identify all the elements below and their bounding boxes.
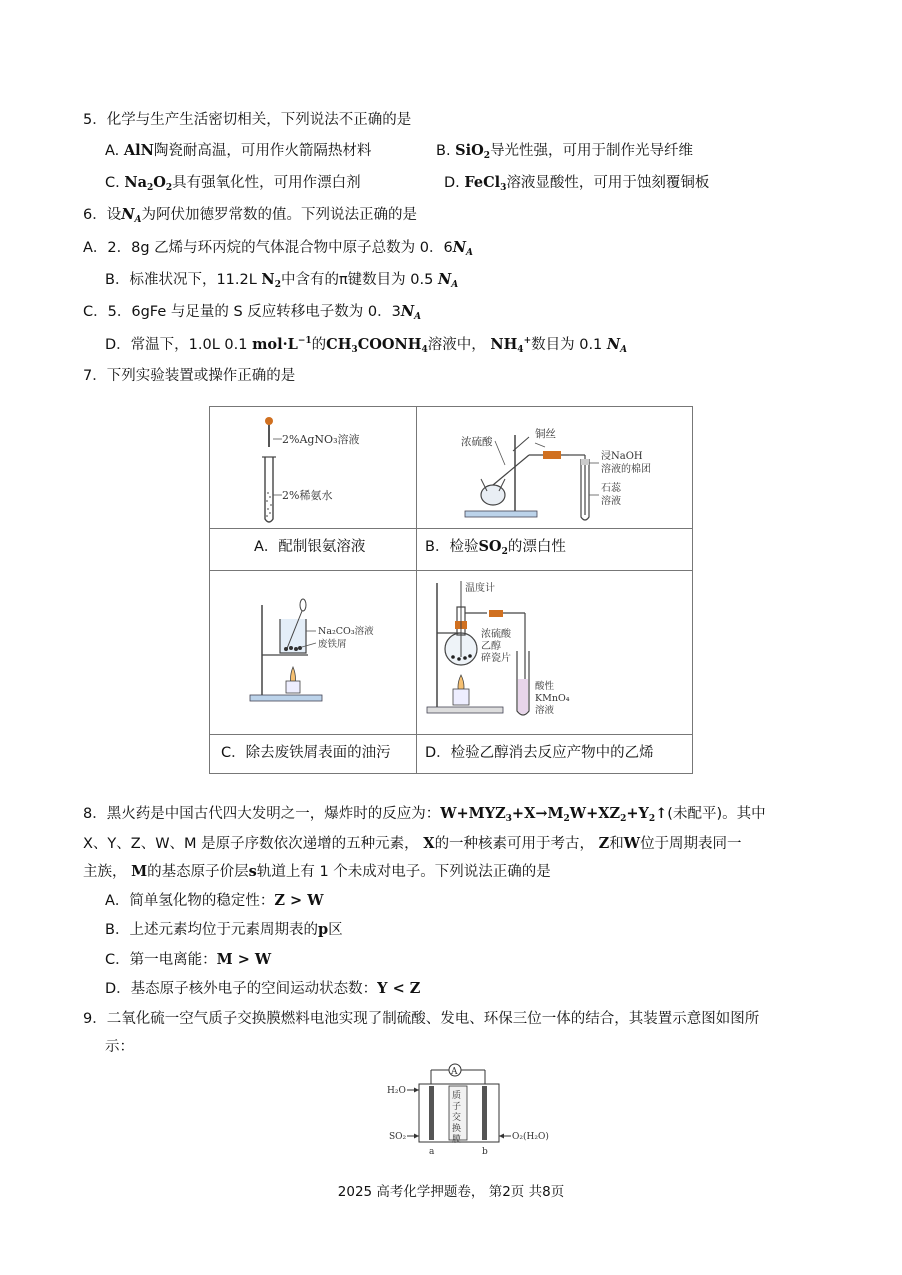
na-symbol: $N_A$ <box>606 336 628 355</box>
fig-b-caption <box>425 535 566 556</box>
q8-a-relation: Z > W <box>274 892 324 909</box>
q8-d-text: D．基态原子核外电子的空间运动状态数： <box>105 981 378 997</box>
fig-c-label-sol: Na₂CO₃溶液 <box>318 626 374 637</box>
q8-line3-post: 轨道上有 1 个未成对电子。下列说法正确的是 <box>256 864 551 880</box>
fig-d-label-k1: 酸性 <box>535 681 555 692</box>
q6-d-mid2: 溶液中， <box>427 337 486 353</box>
q5-b-text: 导光性强，可用于制作光导纤维 <box>490 143 694 159</box>
q5-stem: 5．化学与生产生活密切相关，下列说法不正确的是 <box>83 112 412 128</box>
fig-d-label-chips: 碎瓷片 <box>481 653 511 664</box>
table-divider <box>210 528 692 529</box>
figure-c-degrease <box>210 571 416 734</box>
q8-d-relation: Y < Z <box>377 980 421 997</box>
q8-c-text: C．第一电离能： <box>105 952 217 968</box>
fig-b-caption-post: 的漂白性 <box>507 539 566 555</box>
fig-d-label-thermo: 温度计 <box>465 583 495 594</box>
fig-b-caption-pre: B．检验 <box>425 539 479 555</box>
q9-stem-line2: 示： <box>105 1039 134 1055</box>
q6-d-post: 数目为 0.1 <box>531 337 603 353</box>
q6-option-c <box>83 302 421 322</box>
fig-c-label-scrap: 废铁屑 <box>318 639 347 650</box>
fig-b-label-cotton1: 浸NaOH <box>601 451 643 462</box>
q8-equation-note: (未配平)。其中 <box>667 806 766 822</box>
q8-line2-post: 位于周期表同一 <box>640 836 742 852</box>
q8-c-relation: M > W <box>216 951 272 968</box>
q6-c-text: C．5．6gFe 与足量的 S 反应转移电子数为 0．3 <box>83 304 401 320</box>
q5-d-label: D. <box>444 175 460 191</box>
o2-label: O₂(H₂O) <box>512 1132 549 1142</box>
q6-stem-pre: 6．设 <box>83 207 122 223</box>
element-m: M <box>131 863 148 880</box>
q5-option-a <box>105 141 371 161</box>
fig-a-label-bottom: 2%稀氨水 <box>282 489 333 502</box>
h2o-label: H₂O <box>387 1086 406 1096</box>
membrane-char-4: 换 <box>452 1124 462 1134</box>
figure-d-ethylene <box>417 571 692 734</box>
q5-d-formula: FeCl$_3$ <box>464 174 507 193</box>
q8-b-post: 区 <box>328 922 343 938</box>
q5-option-c <box>105 173 361 193</box>
q8-stem-pre: 8．黑火药是中国古代四大发明之一，爆炸时的反应为： <box>83 806 441 822</box>
q6-d-mid1: 的 <box>311 337 327 353</box>
membrane-char-5: 膜 <box>452 1135 462 1145</box>
q5-d-text: 溶液显酸性，可用于蚀刻覆铜板 <box>506 175 710 191</box>
fig-d-label-k3: 溶液 <box>535 705 555 716</box>
q6-d-formula: $CH_3COONH_4$ <box>326 336 428 355</box>
fig-b-caption-formula: $SO_2$ <box>478 538 508 557</box>
q5-b-formula: SiO$_2$ <box>455 142 491 161</box>
q5-a-formula: AlN <box>123 142 154 159</box>
na-symbol: $N_A$ <box>121 206 142 225</box>
q8-line2-mid2: 和 <box>609 836 624 852</box>
fig-d-label-eth: 乙醇 <box>481 641 501 652</box>
fig-d-label-k2: KMnO₄ <box>535 693 570 704</box>
q9-fuel-cell-diagram <box>385 1062 549 1158</box>
q8-option-d <box>105 979 420 999</box>
fig-d-caption: D．检验乙醇消去反应产物中的乙烯 <box>425 745 654 761</box>
q5-c-label: C. <box>105 175 120 191</box>
table-divider <box>210 734 692 735</box>
q6-stem-post: 为阿伏加德罗常数的值。下列说法正确的是 <box>141 207 417 223</box>
q8-line3-mid: 的基态原子价层 <box>147 864 249 880</box>
element-x: X <box>423 835 435 852</box>
na-symbol: $N_A$ <box>452 239 473 258</box>
q6-b-formula: $N_2$ <box>261 271 281 290</box>
ammeter-label: A <box>451 1067 458 1077</box>
q5-option-b <box>436 141 693 161</box>
q8-stem-line1 <box>83 804 766 824</box>
q8-option-c <box>105 950 271 970</box>
so2-label: SO₂ <box>389 1132 407 1142</box>
q6-d-pre: D．常温下，1.0L 0.1 <box>105 337 248 353</box>
q6-d-unit: $mol\cdot L^{-1}$ <box>252 336 312 353</box>
q9-stem-line1: 9．二氧化硫一空气质子交换膜燃料电池实现了制硫酸、发电、环保三位一体的结合，其装置示意图如图所 <box>83 1011 760 1027</box>
q8-stem-line3 <box>83 862 551 882</box>
fig-b-label-wire: 铜丝 <box>535 428 556 440</box>
fig-b-label-litmus2: 溶液 <box>601 496 621 507</box>
electrode-a-label: a <box>429 1147 435 1157</box>
q8-stem-line2 <box>83 834 742 854</box>
fig-c-caption: C．除去废铁屑表面的油污 <box>221 745 391 761</box>
q8-equation: $W+MYZ_3+X\to M_2W+XZ_2+Y_2↑$ <box>440 805 668 824</box>
q8-option-b <box>105 920 343 940</box>
q6-option-d <box>105 335 627 355</box>
q6-b-post: 中含有的π键数目为 0.5 <box>280 272 434 288</box>
q6-option-a <box>83 238 473 258</box>
q7-stem: 7．下列实验装置或操作正确的是 <box>83 368 296 384</box>
q8-option-a <box>105 891 324 911</box>
q5-a-label: A. <box>105 143 120 159</box>
q6-d-ion: $NH_4^+$ <box>490 336 532 355</box>
fig-a-caption: A．配制银氨溶液 <box>254 539 366 555</box>
na-symbol: $N_A$ <box>400 303 422 322</box>
fig-b-label-litmus1: 石蕊 <box>601 483 621 494</box>
page-footer: 2025 高考化学押题卷， 第2页 共8页 <box>337 1184 565 1200</box>
q6-option-b <box>105 270 458 290</box>
q8-a-text: A．简单氢化物的稳定性： <box>105 893 275 909</box>
electrode-b-label: b <box>482 1147 488 1157</box>
fig-d-label-acid: 浓硫酸 <box>481 629 511 640</box>
membrane-char-2: 子 <box>452 1102 462 1112</box>
q8-line2-pre: X、Y、Z、W、M 是原子序数依次递增的五种元素， <box>83 836 419 852</box>
q8-b-pre: B．上述元素均位于元素周期表的 <box>105 922 318 938</box>
na-symbol: $N_A$ <box>437 271 459 290</box>
membrane-char-3: 交 <box>452 1113 462 1123</box>
q8-line2-mid: 的一种核素可用于考古， <box>434 836 595 852</box>
q6-stem <box>83 205 417 225</box>
q8-line3-pre: 主族， <box>83 864 127 880</box>
q6-a-text: A．2．8g 乙烯与环丙烷的气体混合物中原子总数为 0．6 <box>83 240 453 256</box>
q5-b-label: B. <box>436 143 451 159</box>
q6-b-pre: B．标准状况下，11.2L <box>105 272 257 288</box>
q5-option-d <box>444 173 709 193</box>
p-block: p <box>317 921 329 938</box>
element-w: W <box>623 835 641 852</box>
q5-a-text: 陶瓷耐高温，可用作火箭隔热材料 <box>153 143 372 159</box>
element-z: Z <box>598 835 610 852</box>
figure-a-silver-ammonia <box>210 407 416 528</box>
fig-a-label-top: 2%AgNO₃溶液 <box>282 433 360 446</box>
q7-figure-table <box>209 406 693 774</box>
q5-c-formula: $Na_2O_2$ <box>124 174 173 193</box>
q5-c-text: 具有强氧化性，可用作漂白剂 <box>172 175 361 191</box>
fig-b-label-acid: 浓硫酸 <box>461 436 493 448</box>
fig-b-label-cotton2: 溶液的棉团 <box>601 464 651 475</box>
orbital-s: s <box>248 863 257 880</box>
figure-b-so2-bleach <box>417 407 692 528</box>
membrane-char-1: 质 <box>452 1091 462 1101</box>
